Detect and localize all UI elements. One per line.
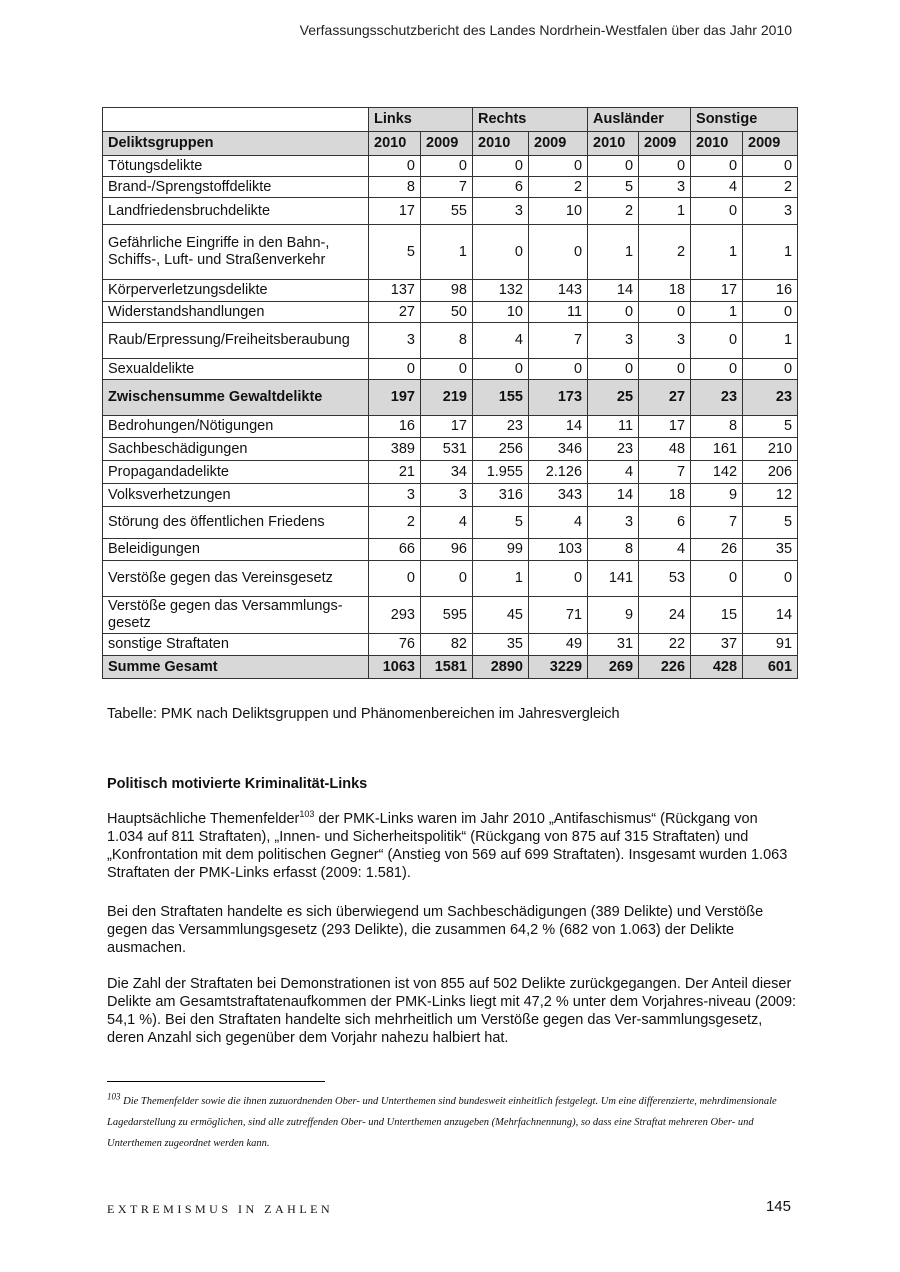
value-cell: 4	[639, 539, 691, 561]
group-header-sonstige: Sonstige	[691, 108, 798, 132]
value-cell: 49	[529, 634, 588, 656]
table-row	[103, 438, 798, 461]
value-cell: 1	[743, 225, 798, 280]
value-cell: 2.126	[529, 461, 588, 484]
group-header-rechts: Rechts	[473, 108, 588, 132]
value-cell: 23	[473, 416, 529, 438]
value-cell: 6	[473, 177, 529, 198]
value-cell: 601	[743, 656, 798, 679]
value-cell: 3	[639, 323, 691, 359]
paragraph-1	[107, 810, 797, 882]
row-label: Verstöße gegen das Versammlungs-gesetz	[103, 597, 369, 634]
value-cell: 141	[588, 561, 639, 597]
group-header-row	[103, 108, 798, 132]
value-cell: 0	[369, 561, 421, 597]
table-row	[103, 280, 798, 302]
value-cell: 76	[369, 634, 421, 656]
value-cell: 15	[691, 597, 743, 634]
value-cell: 8	[421, 323, 473, 359]
value-cell: 1	[691, 302, 743, 323]
value-cell: 4	[421, 507, 473, 539]
value-cell: 21	[369, 461, 421, 484]
value-cell: 82	[421, 634, 473, 656]
table-row	[103, 561, 798, 597]
footnote	[107, 1091, 795, 1154]
value-cell: 0	[588, 156, 639, 177]
group-header-links: Links	[369, 108, 473, 132]
value-cell: 23	[588, 438, 639, 461]
paragraph-3: Die Zahl der Straftaten bei Demonstrationen ist von 855 auf 502 Delikte zurückgegangen. Der Anteil dieser Delikte am Gesamtstraftatenaufkommen der PMK-Links liegt mit 47,2 % unter dem Vorjahres-niveau (2009: 54,1 %). Bei den Straftaten handelte sich mehrheitlich um Verstöße gegen das Ver-sammlungsgesetz, deren Anzahl sich gegenüber dem Vorjahr nahezu halbiert hat.	[107, 976, 797, 1046]
value-cell: 1	[691, 225, 743, 280]
table-row	[103, 597, 798, 634]
group-header-auslaender: Ausländer	[588, 108, 691, 132]
row-label: Landfriedensbruchdelikte	[103, 198, 369, 225]
value-cell: 4	[473, 323, 529, 359]
value-cell: 7	[421, 177, 473, 198]
value-cell: 17	[639, 416, 691, 438]
value-cell: 25	[588, 380, 639, 416]
value-cell: 132	[473, 280, 529, 302]
value-cell: 1	[588, 225, 639, 280]
value-cell: 98	[421, 280, 473, 302]
table-row	[103, 507, 798, 539]
value-cell: 0	[743, 302, 798, 323]
value-cell: 1	[743, 323, 798, 359]
value-cell: 35	[743, 539, 798, 561]
value-cell: 50	[421, 302, 473, 323]
year-header: 2009	[421, 132, 473, 156]
value-cell: 23	[743, 380, 798, 416]
value-cell: 0	[691, 323, 743, 359]
row-label: Propagandadelikte	[103, 461, 369, 484]
year-header: 2010	[691, 132, 743, 156]
row-label: Körperverletzungsdelikte	[103, 280, 369, 302]
value-cell: 346	[529, 438, 588, 461]
value-cell: 343	[529, 484, 588, 507]
value-cell: 2	[529, 177, 588, 198]
table-row	[103, 359, 798, 380]
value-cell: 0	[743, 359, 798, 380]
value-cell: 23	[691, 380, 743, 416]
value-cell: 0	[691, 561, 743, 597]
value-cell: 0	[529, 156, 588, 177]
value-cell: 4	[529, 507, 588, 539]
table-row	[103, 323, 798, 359]
value-cell: 2	[588, 198, 639, 225]
row-label: Störung des öffentlichen Friedens	[103, 507, 369, 539]
row-label: Brand-/Sprengstoffdelikte	[103, 177, 369, 198]
row-label: Volksverhetzungen	[103, 484, 369, 507]
value-cell: 269	[588, 656, 639, 679]
footnote-text: Die Themenfelder sowie die ihnen zuzuordnenden Ober- und Unterthemen sind bundesweit einheitlich festgelegt. Um eine differenzierte, mehrdimensionale Lagedarstellung zu ermöglichen, sind alle zutreffenden Ober- und Unterthemen anzugeben (Mehrfachnennung), so dass eine Straftat mehreren Ober- und Unterthemen zugeordnet werden kann.	[107, 1096, 777, 1149]
value-cell: 53	[639, 561, 691, 597]
value-cell: 1	[473, 561, 529, 597]
value-cell: 1	[639, 198, 691, 225]
paragraph-2: Bei den Straftaten handelte es sich überwiegend um Sachbeschädigungen (389 Delikte) und Verstöße gegen das Versammlungsgesetz (293 Delikte), die zusammen 64,2 % (682 von 1.063) der Delikte ausmachen.	[107, 904, 764, 956]
value-cell: 96	[421, 539, 473, 561]
value-cell: 0	[421, 561, 473, 597]
value-cell: 7	[691, 507, 743, 539]
value-cell: 14	[588, 484, 639, 507]
table-row	[103, 177, 798, 198]
value-cell: 34	[421, 461, 473, 484]
paragraph-1-start: Hauptsächliche Themenfelder	[107, 811, 300, 827]
value-cell: 2	[639, 225, 691, 280]
value-cell: 3	[473, 198, 529, 225]
value-cell: 0	[639, 302, 691, 323]
value-cell: 18	[639, 484, 691, 507]
row-label: Beleidigungen	[103, 539, 369, 561]
value-cell: 2	[369, 507, 421, 539]
table-row	[103, 634, 798, 656]
value-cell: 210	[743, 438, 798, 461]
row-label: Summe Gesamt	[103, 656, 369, 679]
value-cell: 0	[691, 198, 743, 225]
value-cell: 2890	[473, 656, 529, 679]
value-cell: 389	[369, 438, 421, 461]
value-cell: 5	[743, 416, 798, 438]
value-cell: 6	[639, 507, 691, 539]
value-cell: 0	[529, 561, 588, 597]
table-row	[103, 539, 798, 561]
value-cell: 531	[421, 438, 473, 461]
value-cell: 10	[529, 198, 588, 225]
value-cell: 0	[369, 156, 421, 177]
year-header: 2009	[639, 132, 691, 156]
value-cell: 0	[639, 359, 691, 380]
value-cell: 0	[588, 359, 639, 380]
value-cell: 3	[588, 323, 639, 359]
value-cell: 45	[473, 597, 529, 634]
row-label: Sachbeschädigungen	[103, 438, 369, 461]
value-cell: 91	[743, 634, 798, 656]
value-cell: 3	[369, 323, 421, 359]
value-cell: 14	[529, 416, 588, 438]
value-cell: 16	[743, 280, 798, 302]
value-cell: 8	[691, 416, 743, 438]
year-header: 2010	[588, 132, 639, 156]
value-cell: 99	[473, 539, 529, 561]
page-number: 145	[765, 1198, 791, 1215]
value-cell: 3	[421, 484, 473, 507]
value-cell: 7	[639, 461, 691, 484]
table-body	[103, 108, 798, 679]
value-cell: 2	[743, 177, 798, 198]
value-cell: 27	[639, 380, 691, 416]
value-cell: 27	[369, 302, 421, 323]
value-cell: 1581	[421, 656, 473, 679]
table-row	[103, 225, 798, 280]
table-row	[103, 656, 798, 679]
value-cell: 8	[369, 177, 421, 198]
value-cell: 0	[473, 359, 529, 380]
value-cell: 3229	[529, 656, 588, 679]
value-cell: 12	[743, 484, 798, 507]
value-cell: 1	[421, 225, 473, 280]
value-cell: 1063	[369, 656, 421, 679]
year-header: 2009	[743, 132, 798, 156]
value-cell: 219	[421, 380, 473, 416]
table-row	[103, 380, 798, 416]
value-cell: 9	[588, 597, 639, 634]
value-cell: 5	[743, 507, 798, 539]
value-cell: 3	[369, 484, 421, 507]
value-cell: 14	[743, 597, 798, 634]
value-cell: 0	[588, 302, 639, 323]
paragraph-1-rest: der PMK-Links waren im Jahr 2010 „Antifaschismus“ (Rückgang von 1.034 auf 811 Straftaten), „Innen- und Sicherheitspolitik“ (Rückgang von 875 auf 315 Straftaten) und „Konfrontation mit dem politischen Gegner“ (Anstieg von 569 auf 699 Straftaten). Insgesamt wurden 1.063 Straftaten der PMK-Links erfasst (2009: 1.581).	[107, 811, 788, 881]
value-cell: 31	[588, 634, 639, 656]
table-row	[103, 198, 798, 225]
value-cell: 103	[529, 539, 588, 561]
value-cell: 0	[691, 359, 743, 380]
table-row	[103, 156, 798, 177]
value-cell: 11	[529, 302, 588, 323]
value-cell: 3	[588, 507, 639, 539]
table-row	[103, 302, 798, 323]
running-head-title: Verfassungsschutzbericht des Landes Nordrhein-Westfalen über das Jahr 2010	[299, 22, 792, 38]
footer-label: EXTREMISMUS IN ZAHLEN	[107, 1202, 334, 1216]
pmk-table	[102, 107, 798, 679]
value-cell: 0	[473, 225, 529, 280]
value-cell: 14	[588, 280, 639, 302]
value-cell: 9	[691, 484, 743, 507]
value-cell: 1.955	[473, 461, 529, 484]
value-cell: 22	[639, 634, 691, 656]
footnote-divider	[107, 1081, 325, 1082]
value-cell: 37	[691, 634, 743, 656]
value-cell: 0	[529, 225, 588, 280]
value-cell: 10	[473, 302, 529, 323]
value-cell: 5	[588, 177, 639, 198]
value-cell: 48	[639, 438, 691, 461]
value-cell: 161	[691, 438, 743, 461]
value-cell: 0	[743, 156, 798, 177]
row-label: Widerstandshandlungen	[103, 302, 369, 323]
row-label: Verstöße gegen das Vereinsgesetz	[103, 561, 369, 597]
value-cell: 3	[743, 198, 798, 225]
row-label: Bedrohungen/Nötigungen	[103, 416, 369, 438]
value-cell: 428	[691, 656, 743, 679]
value-cell: 155	[473, 380, 529, 416]
row-label: Tötungsdelikte	[103, 156, 369, 177]
row-header-label: Deliktsgruppen	[103, 132, 369, 156]
value-cell: 16	[369, 416, 421, 438]
value-cell: 0	[421, 359, 473, 380]
year-header: 2009	[529, 132, 588, 156]
value-cell: 293	[369, 597, 421, 634]
value-cell: 11	[588, 416, 639, 438]
row-label: Zwischensumme Gewaltdelikte	[103, 380, 369, 416]
year-header: 2010	[473, 132, 529, 156]
value-cell: 256	[473, 438, 529, 461]
value-cell: 35	[473, 634, 529, 656]
table-row	[103, 484, 798, 507]
row-label: Raub/Erpressung/Freiheitsberaubung	[103, 323, 369, 359]
footnote-number: 103	[107, 1091, 121, 1102]
value-cell: 66	[369, 539, 421, 561]
value-cell: 17	[421, 416, 473, 438]
corner-cell	[103, 108, 369, 132]
value-cell: 18	[639, 280, 691, 302]
value-cell: 316	[473, 484, 529, 507]
value-cell: 0	[639, 156, 691, 177]
value-cell: 0	[473, 156, 529, 177]
value-cell: 5	[473, 507, 529, 539]
year-header-row	[103, 132, 798, 156]
table-row	[103, 461, 798, 484]
section-title: Politisch motivierte Kriminalität-Links	[107, 776, 368, 792]
value-cell: 197	[369, 380, 421, 416]
value-cell: 55	[421, 198, 473, 225]
value-cell: 3	[639, 177, 691, 198]
row-label: Sexualdelikte	[103, 359, 369, 380]
row-label: sonstige Straftaten	[103, 634, 369, 656]
footnote-reference: 103	[299, 809, 315, 820]
value-cell: 71	[529, 597, 588, 634]
value-cell: 5	[369, 225, 421, 280]
value-cell: 7	[529, 323, 588, 359]
value-cell: 17	[691, 280, 743, 302]
value-cell: 26	[691, 539, 743, 561]
value-cell: 0	[743, 561, 798, 597]
table-caption: Tabelle: PMK nach Deliktsgruppen und Phänomenbereichen im Jahresvergleich	[107, 706, 620, 722]
value-cell: 4	[691, 177, 743, 198]
value-cell: 0	[369, 359, 421, 380]
value-cell: 173	[529, 380, 588, 416]
value-cell: 24	[639, 597, 691, 634]
value-cell: 142	[691, 461, 743, 484]
value-cell: 595	[421, 597, 473, 634]
value-cell: 8	[588, 539, 639, 561]
value-cell: 137	[369, 280, 421, 302]
value-cell: 206	[743, 461, 798, 484]
row-label: Gefährliche Eingriffe in den Bahn-, Schiffs-, Luft- und Straßenverkehr	[103, 225, 369, 280]
year-header: 2010	[369, 132, 421, 156]
value-cell: 4	[588, 461, 639, 484]
value-cell: 0	[421, 156, 473, 177]
value-cell: 0	[691, 156, 743, 177]
value-cell: 143	[529, 280, 588, 302]
table-row	[103, 416, 798, 438]
value-cell: 17	[369, 198, 421, 225]
value-cell: 0	[529, 359, 588, 380]
value-cell: 226	[639, 656, 691, 679]
